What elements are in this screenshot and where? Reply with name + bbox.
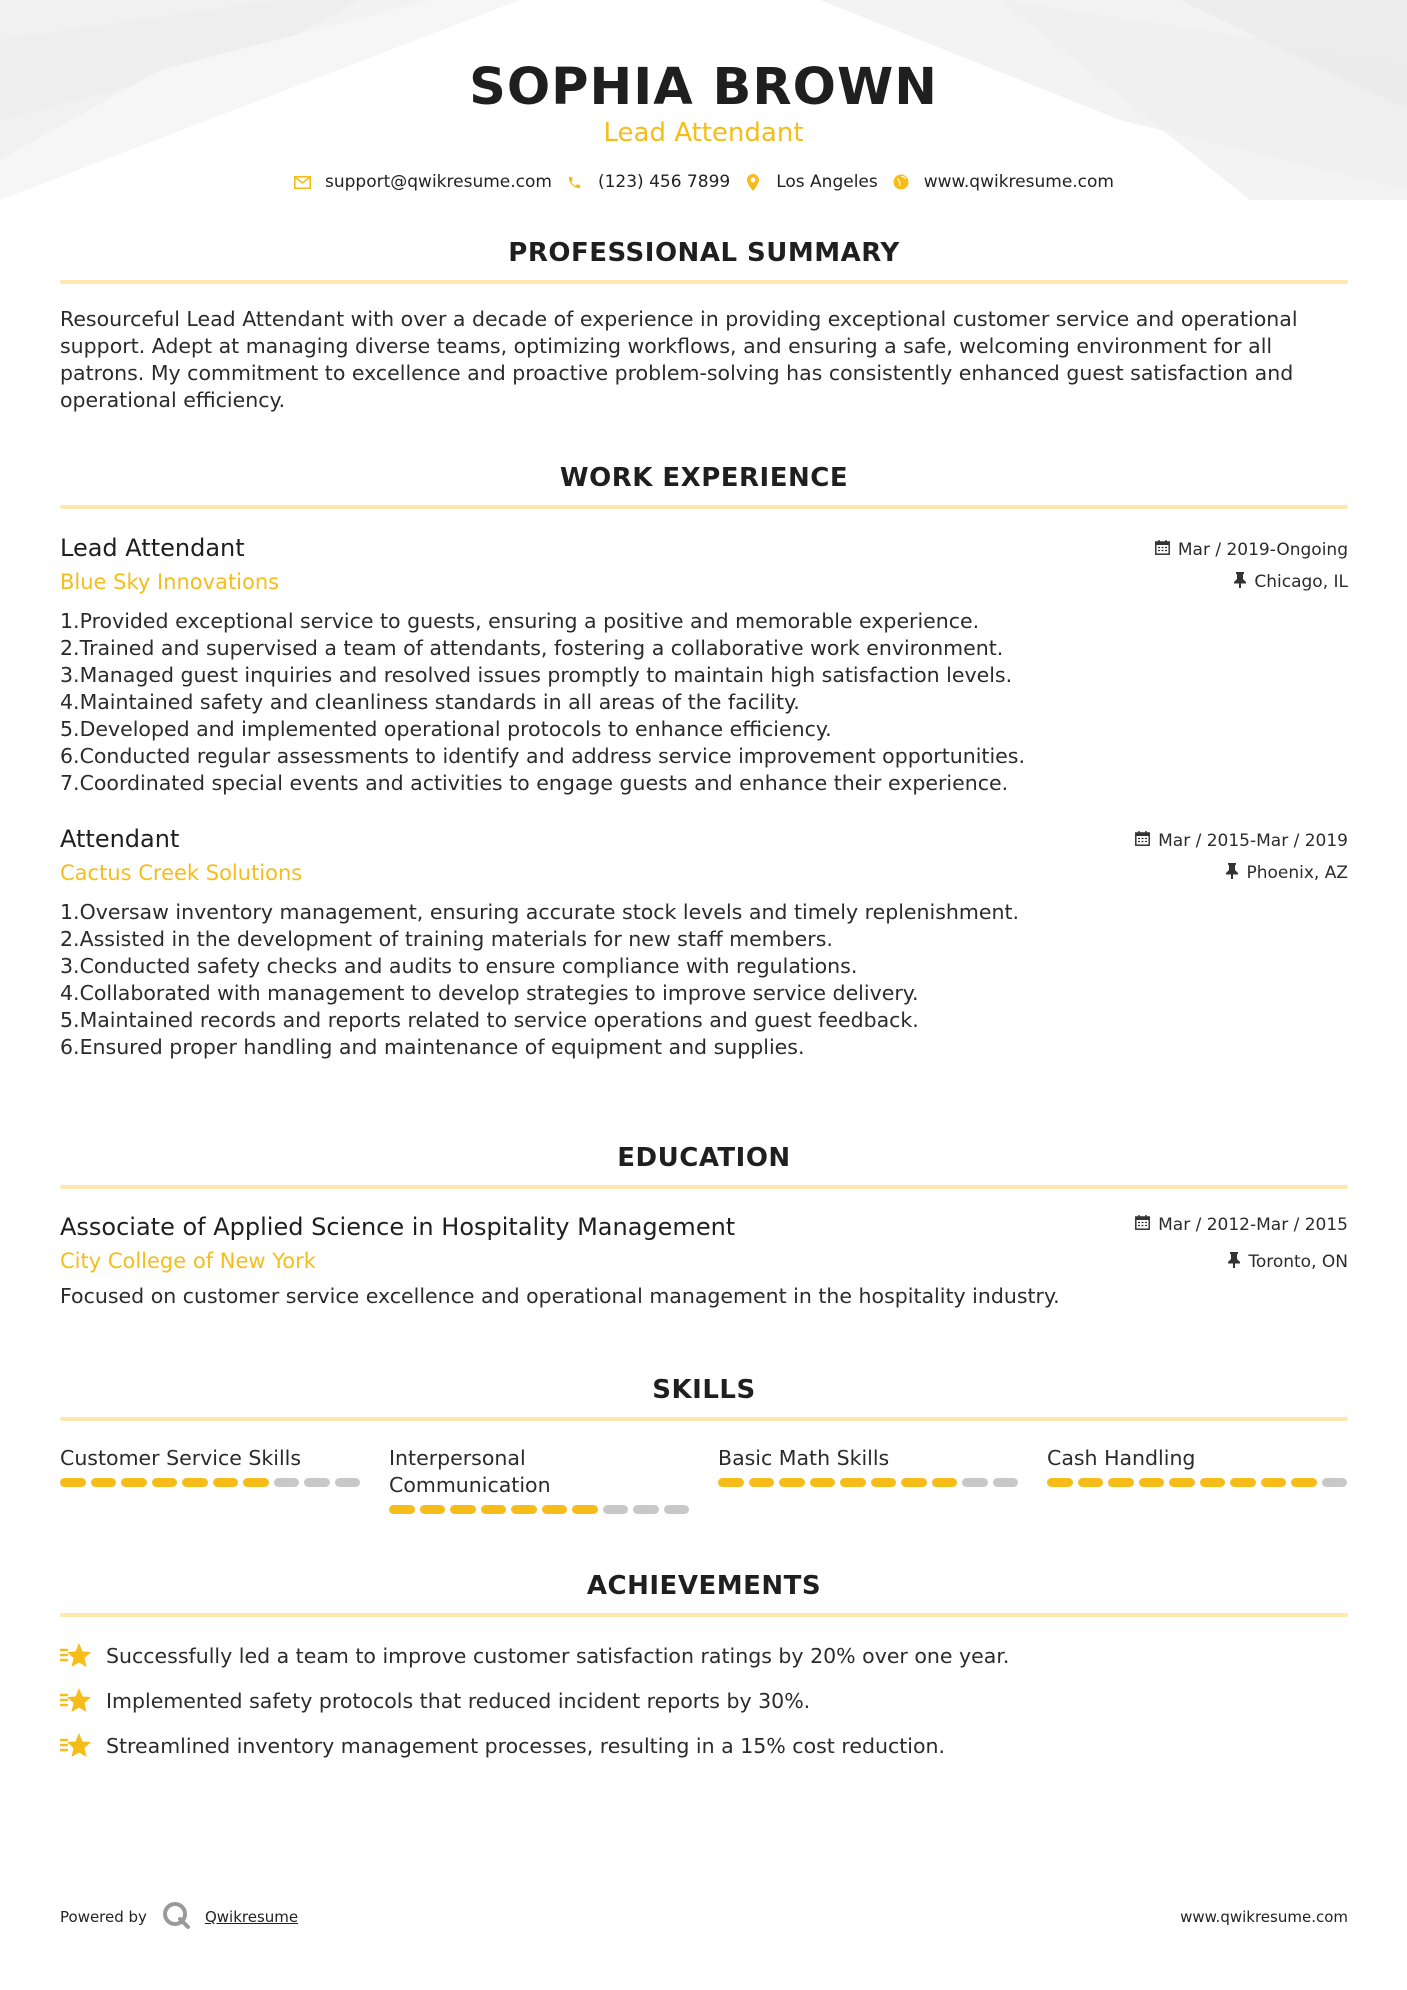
list-item (60, 1731, 1348, 1761)
duty-text: Oversaw inventory management, ensuring accurate stock levels and timely replenishment. (79, 900, 1020, 924)
job-company: Blue Sky Innovations (60, 570, 280, 594)
education-heading: EDUCATION (617, 1143, 791, 1173)
education-location: Toronto, ON (1248, 1252, 1348, 1272)
rating-dot-filled (152, 1478, 178, 1487)
duty-list (60, 608, 1348, 797)
envelope-icon (293, 173, 311, 191)
list-item (60, 1686, 1348, 1716)
summary-text: Resourceful Lead Attendant with over a decade of experience in providing exceptional customer service and operational support. Adept at managing diverse teams, optimizing workflows, and ensuring a safe, welcoming environment for all patrons. My commitment to excellence and proactive problem-solving has consistently enhanced guest satisfaction and operational efficiency. (60, 307, 1298, 412)
pushpin-icon (1226, 863, 1238, 884)
rating-dot-empty (603, 1505, 629, 1514)
rating-dot-empty (664, 1505, 690, 1514)
list-item: 7. Coordinated special events and activities to engage guests and enhance their experience. (60, 771, 1009, 795)
section-divider (60, 280, 1348, 284)
rating-dot-filled (213, 1478, 239, 1487)
education-description: Focused on customer service excellence and operational management in the hospitality industry. (60, 1284, 1060, 1308)
rating-dot-empty (1322, 1478, 1348, 1487)
list-item: 4. Collaborated with management to develop strategies to improve service delivery. (60, 981, 919, 1005)
globe-icon (892, 173, 910, 191)
job-title: Attendant (60, 825, 180, 853)
rating-dot-filled (121, 1478, 147, 1487)
experience-section (60, 463, 1348, 1061)
star-icon (60, 1686, 92, 1716)
rating-dot-filled (572, 1505, 598, 1514)
rating-dot-filled (1047, 1478, 1073, 1487)
job-company: Cactus Creek Solutions (60, 861, 303, 885)
duty-list (60, 899, 1348, 1061)
list-item: 5. Developed and implemented operational protocols to enhance efficiency. (60, 717, 832, 741)
footer (60, 1900, 1348, 1934)
job-entry (60, 534, 1348, 797)
powered-by (60, 1900, 298, 1934)
star-icon (60, 1641, 92, 1671)
achievement-list (60, 1641, 1348, 1761)
skill-name: Cash Handling (1047, 1446, 1196, 1470)
rating-dot-filled (810, 1478, 836, 1487)
rating-dot-filled (779, 1478, 805, 1487)
calendar-icon (1135, 1215, 1150, 1235)
duty-text: Provided exceptional service to guests, ensuring a positive and memorable experience. (79, 609, 980, 633)
calendar-icon (1155, 540, 1170, 560)
contact-website[interactable] (892, 172, 1114, 192)
contact-bar (0, 172, 1407, 192)
rating-dot-empty (304, 1478, 330, 1487)
contact-location (744, 172, 878, 192)
achievements-heading: ACHIEVEMENTS (586, 1571, 822, 1601)
rating-dot-filled (1291, 1478, 1317, 1487)
duty-text: Maintained safety and cleanliness standards in all areas of the facility. (79, 690, 800, 714)
list-item: 3. Conducted safety checks and audits to ensure compliance with regulations. (60, 954, 858, 978)
rating-dot-filled (243, 1478, 269, 1487)
rating-dot-filled (420, 1505, 446, 1514)
skill-name: Interpersonal Communication (389, 1446, 551, 1497)
summary-heading: PROFESSIONAL SUMMARY (508, 238, 900, 268)
candidate-role: Lead Attendant (603, 118, 804, 148)
rating-dot-filled (1230, 1478, 1256, 1487)
rating-dot-filled (871, 1478, 897, 1487)
rating-dot-filled (60, 1478, 86, 1487)
rating-dot-empty (993, 1478, 1019, 1487)
achievements-section (60, 1571, 1348, 1761)
degree-title: Associate of Applied Science in Hospitality Management (60, 1213, 736, 1241)
job-title: Lead Attendant (60, 534, 245, 562)
education-dates: Mar / 2012-Mar / 2015 (1158, 1215, 1348, 1235)
job-meta (1155, 534, 1348, 592)
pushpin-icon (1228, 1252, 1240, 1273)
summary-section (60, 238, 1348, 414)
rating-dot-filled (542, 1505, 568, 1514)
achievement-text: Streamlined inventory management processes, resulting in a 15% cost reduction. (106, 1734, 945, 1758)
list-item: 6. Ensured proper handling and maintenance of equipment and supplies. (60, 1035, 805, 1059)
rating-dot-empty (633, 1505, 659, 1514)
duty-text: Assisted in the development of training materials for new staff members. (79, 927, 833, 951)
job-location: Phoenix, AZ (1246, 863, 1348, 883)
section-divider (60, 1417, 1348, 1421)
skill-item (1047, 1445, 1347, 1514)
list-item (60, 1641, 1348, 1671)
calendar-icon (1135, 831, 1150, 851)
powered-label: Powered by (60, 1908, 147, 1926)
education-meta (1135, 1213, 1348, 1272)
skill-rating (389, 1505, 689, 1514)
duty-text: Coordinated special events and activities to engage guests and enhance their experience. (79, 771, 1009, 795)
skills-grid (60, 1445, 1348, 1514)
list-item: 2. Trained and supervised a team of attendants, fostering a collaborative work environment. (60, 636, 1004, 660)
rating-dot-filled (511, 1505, 537, 1514)
duty-text: Maintained records and reports related to service operations and guest feedback. (79, 1008, 919, 1032)
rating-dot-empty (274, 1478, 300, 1487)
list-item: 1. Provided exceptional service to guests, ensuring a positive and memorable experience. (60, 609, 980, 633)
rating-dot-filled (182, 1478, 208, 1487)
list-item: 2. Assisted in the development of training materials for new staff members. (60, 927, 833, 951)
skill-name: Basic Math Skills (718, 1446, 890, 1470)
list-item: 1. Oversaw inventory management, ensuring accurate stock levels and timely replenishment. (60, 900, 1020, 924)
website-text: www.qwikresume.com (923, 172, 1114, 192)
email-text: support@qwikresume.com (325, 172, 552, 192)
section-divider (60, 505, 1348, 509)
location-text: Los Angeles (776, 172, 878, 192)
skill-item (389, 1445, 689, 1514)
rating-dot-filled (450, 1505, 476, 1514)
rating-dot-filled (481, 1505, 507, 1514)
duty-text: Conducted safety checks and audits to ensure compliance with regulations. (79, 954, 858, 978)
rating-dot-filled (1169, 1478, 1195, 1487)
rating-dot-empty (962, 1478, 988, 1487)
contact-email[interactable] (293, 172, 552, 192)
skill-rating (718, 1478, 1018, 1487)
education-section (60, 1143, 1348, 1310)
rating-dot-filled (1139, 1478, 1165, 1487)
job-entry (60, 825, 1348, 1061)
list-item: 3. Managed guest inquiries and resolved issues promptly to maintain high satisfaction levels. (60, 663, 1013, 687)
skills-heading: SKILLS (652, 1375, 756, 1405)
rating-dot-filled (840, 1478, 866, 1487)
skills-section (60, 1375, 1348, 1514)
rating-dot-filled (389, 1505, 415, 1514)
job-dates: Mar / 2019-Ongoing (1177, 540, 1348, 560)
achievement-text: Implemented safety protocols that reduced incident reports by 30%. (106, 1689, 811, 1713)
duty-text: Developed and implemented operational protocols to enhance efficiency. (79, 717, 832, 741)
footer-website-link[interactable]: www.qwikresume.com (1180, 1908, 1348, 1926)
job-dates: Mar / 2015-Mar / 2019 (1158, 831, 1348, 851)
education-entry (60, 1213, 1348, 1310)
rating-dot-filled (1261, 1478, 1287, 1487)
list-item: 6. Conducted regular assessments to identify and address service improvement opportunities. (60, 744, 1025, 768)
rating-dot-filled (1078, 1478, 1104, 1487)
duty-text: Conducted regular assessments to identify and address service improvement opportunities. (79, 744, 1025, 768)
contact-phone[interactable] (566, 172, 730, 192)
skill-rating (1047, 1478, 1347, 1487)
star-icon (60, 1731, 92, 1761)
qwikresume-logo-icon (161, 1900, 191, 1934)
skill-item (718, 1445, 1018, 1514)
duty-text: Ensured proper handling and maintenance of equipment and supplies. (79, 1035, 805, 1059)
section-divider (60, 1185, 1348, 1189)
map-marker-icon (744, 173, 762, 191)
duty-text: Managed guest inquiries and resolved issues promptly to maintain high satisfaction levels. (79, 663, 1013, 687)
school-name: City College of New York (60, 1249, 316, 1273)
skill-item (60, 1445, 360, 1514)
achievement-text: Successfully led a team to improve customer satisfaction ratings by 20% over one year. (106, 1644, 1010, 1668)
rating-dot-filled (1108, 1478, 1134, 1487)
rating-dot-filled (1200, 1478, 1226, 1487)
rating-dot-filled (901, 1478, 927, 1487)
phone-icon (566, 173, 584, 191)
rating-dot-filled (91, 1478, 117, 1487)
candidate-name: SOPHIA BROWN (469, 58, 938, 117)
duty-text: Collaborated with management to develop strategies to improve service delivery. (79, 981, 919, 1005)
brand-link[interactable]: Qwikresume (204, 1908, 299, 1926)
pushpin-icon (1234, 572, 1246, 593)
experience-heading: WORK EXPERIENCE (559, 463, 849, 493)
phone-text: (123) 456 7899 (597, 172, 731, 192)
list-item: 5. Maintained records and reports related to service operations and guest feedback. (60, 1008, 919, 1032)
skill-rating (60, 1478, 360, 1487)
rating-dot-empty (335, 1478, 361, 1487)
skill-name: Customer Service Skills (60, 1446, 302, 1470)
section-divider (60, 1613, 1348, 1617)
rating-dot-filled (749, 1478, 775, 1487)
duty-text: Trained and supervised a team of attendants, fostering a collaborative work environment. (79, 636, 1004, 660)
rating-dot-filled (718, 1478, 744, 1487)
rating-dot-filled (932, 1478, 958, 1487)
list-item: 4. Maintained safety and cleanliness standards in all areas of the facility. (60, 690, 800, 714)
job-location: Chicago, IL (1254, 572, 1348, 592)
job-meta (1135, 825, 1348, 883)
